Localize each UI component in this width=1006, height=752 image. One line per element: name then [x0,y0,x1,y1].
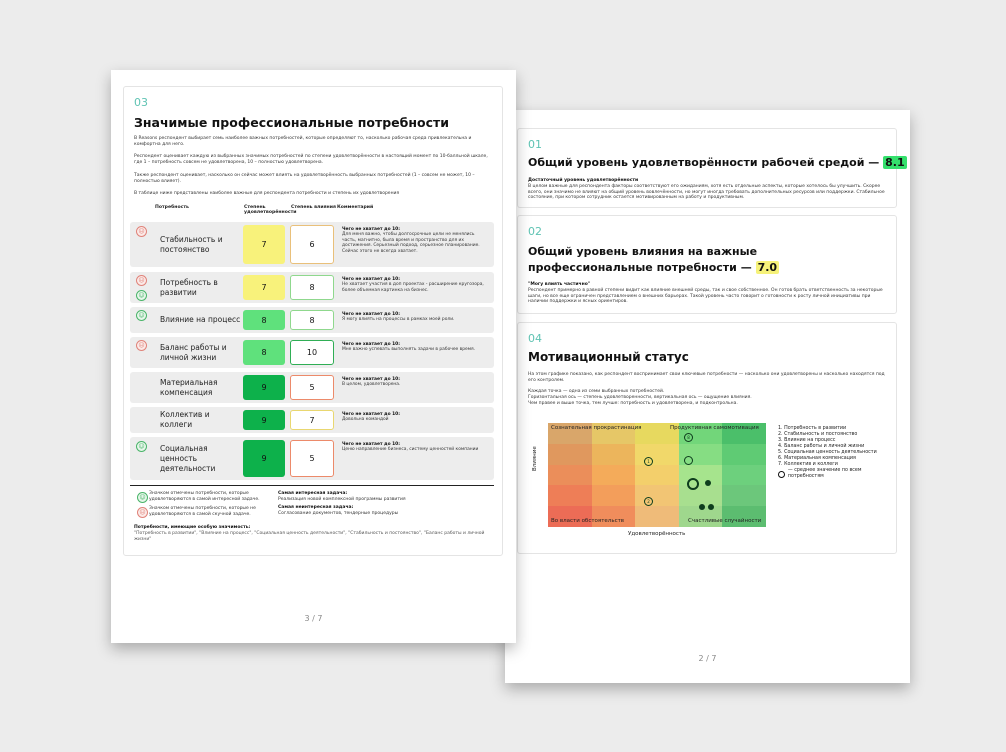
influence-score-badge: 7.0 [757,261,778,274]
comment-head: Чего не хватает до 10: [342,277,400,282]
influence-cell: 6 [290,225,334,264]
section-title: Мотивационный статус [528,350,689,364]
comment-cell [342,412,490,423]
matrix-point-cluster [684,456,693,465]
intro-text: В таблице ниже представлены наиболее важные для респондента потребности и степень их удовлетворения [134,191,400,196]
matrix-point [705,480,711,486]
comment-cell [342,227,490,254]
intro-text: Респондент оценивает каждую из выбранных значимых потребностей по степени удовлетворённости в настоящий момент по 10-балльной шкале, где 1 – потребность совсем не удовлетворена, 10 – полностью удовлетворена. [134,154,488,165]
smile-face-icon: ☺ [136,290,147,301]
comment-head: Чего не хватает до 10: [342,342,400,347]
satisfaction-cell: 9 [243,410,285,430]
satisfaction-cell: 7 [243,225,285,264]
table-row [130,372,494,403]
section-04-card [517,322,897,554]
header-comment: Комментарий [337,205,374,210]
mean-marker-icon [778,471,785,478]
section-title [528,244,848,276]
need-name: Коллектив и коллеги [160,410,210,429]
quadrant-label-bottom-right: Счастливые случайности [688,518,762,524]
comment-text: Мне важно успевать выполнять задачи в рабочее время. [342,347,476,353]
comment-head: Чего не хватает до 10: [342,312,400,317]
matrix-legend [778,426,896,480]
influence-cell: 5 [290,440,334,477]
motivation-matrix [548,423,766,527]
comment-text: В целом, удовлетворена. [342,382,401,388]
quadrant-label-bottom-left: Во власти обстоятельств [551,518,625,524]
point-label: 2 [647,499,650,504]
divider [130,485,494,486]
point-label: 1 [647,459,650,464]
y-axis-label: Влияние [532,446,538,471]
sad-face-icon: ☹ [136,275,147,286]
report-page-3 [111,70,516,643]
sad-face-icon: ☹ [136,226,147,237]
sad-face-icon: ☹ [136,340,147,351]
legend-item: 5. Социальная ценность деятельности [778,450,877,455]
section-subhead: Достаточный уровень удовлетворённости [528,178,639,183]
section-number: 03 [134,96,148,109]
satisfaction-score-badge: 8.1 [885,156,905,169]
quadrant-label-top-left: Сознательная прокрастинация [551,425,642,431]
section-title-text: Общий уровень удовлетворённости рабочей средой — [528,156,880,169]
satisfaction-cell: 9 [243,375,285,400]
section-title [528,156,907,169]
table-row [130,437,494,480]
need-name: Стабильность и постоянство [160,234,223,254]
need-name: Баланс работы и личной жизни [160,342,227,362]
influence-cell: 8 [290,275,334,300]
legend-item: 7. Коллектив и коллеги [778,462,838,467]
legend-item: 3. Влияние на процесс [778,438,836,443]
comment-cell [342,377,490,388]
special-needs-head: Потребности, имеющие особую значимость: [134,525,251,530]
influence-cell: 7 [290,410,334,430]
page-number: 3 / 7 [304,614,323,623]
influence-cell: 8 [290,310,334,330]
matrix-point [708,504,714,510]
section-02-card [517,215,897,314]
comment-text: Не хватает участия в доп проектах - расширение кругозора, более объемная картинка на бизнес. [342,282,484,293]
comment-head: Чего не хватает до 10: [342,227,400,232]
interesting-task: Реализация новой комплексной программы развития [278,497,406,502]
comment-text: Я могу влиять на процессы в рамках моей роли. [342,317,455,323]
section-number: 04 [528,332,542,345]
page-number: 2 / 7 [698,654,717,663]
matrix-point-2 [644,497,653,506]
table-row [130,337,494,368]
table-row [130,272,494,303]
section-text: Чем правее и выше точка, тем лучше: потребность и удовлетворена, и подконтрольна. [528,401,738,406]
boring-task-head: Самая неинтересная задача: [278,505,354,510]
need-name: Влияние на процесс [160,315,241,324]
smile-face-icon: ☺ [136,441,147,452]
need-name: Материальная компенсация [160,377,218,397]
table-row [130,407,494,433]
intro-text: Также респондент оценивает, насколько он сейчас может влиять на удовлетворённость выбранных потребностей (1 – совсем не может, 10 – полностью влияет). [134,173,475,184]
satisfaction-cell: 8 [243,310,285,330]
header-satisfaction: Степень удовлетворённости [244,205,297,216]
influence-cell: 10 [290,340,334,365]
legend-bad-text: Значком отмечены потребности, которые не удовлетворяются в самой скучной задаче. [149,506,256,517]
mean-point-marker [687,478,699,490]
legend-item: 6. Материальная компенсация [778,456,856,461]
comment-head: Чего не хватает до 10: [342,377,400,382]
influence-cell: 5 [290,375,334,400]
comment-cell [342,312,490,323]
point-label: 8 [687,435,690,440]
interesting-task-head: Самая интересная задача: [278,491,348,496]
section-text: В целом важные для респондента факторы соответствуют его ожиданиям, хотя есть отдельные аспекты, которые хотелось бы улучшить. Скорее всего, они значимо не влияют на общий уровень вовлечённости, но могут иногда требовать дополнительных ресурсов или поддержки. Стабильное состояние, при котором сотрудник остается мотивированным на работу и продуктивным. [528,184,885,201]
comment-head: Чего не хватает до 10: [342,412,400,417]
page-title: Значимые профессиональные потребности [134,115,450,130]
section-title-text: Общий уровень влияния на важные профессиональные потребности — [528,245,758,274]
satisfaction-cell: 8 [243,340,285,365]
legend-item-mean [778,468,896,480]
satisfaction-cell: 7 [243,275,285,300]
comment-head: Чего не хватает до 10: [342,442,400,447]
x-axis-label: Удовлетворённость [628,531,686,537]
comment-cell [342,442,490,453]
section-text: Горизонтальная ось — степень удовлетворенности, вертикальная ось — ощущение влияния. [528,395,752,400]
smile-face-icon: ☺ [137,492,148,503]
boring-task: Согласование документов, тендерные процедуры [278,511,399,516]
sad-face-icon: ☹ [137,507,148,518]
smile-face-icon: ☺ [136,310,147,321]
comment-text: Довольна командой [342,417,389,423]
section-number: 01 [528,138,542,151]
need-name: Потребность в развитии [160,277,218,297]
matrix-point-1 [644,457,653,466]
legend-item: 2. Стабильность и постоянство [778,432,858,437]
table-row [130,222,494,267]
special-needs: "Потребность в развитии", "Влияние на процесс", "Социальная ценность деятельности", "Стабильность и постоянство", "Баланс работы и личной жизни" [134,531,485,542]
comment-cell [342,342,490,353]
section-number: 02 [528,225,542,238]
comment-cell [342,277,490,293]
comment-text: Для меня важно, чтобы долгосрочные цели не менялись часть, магнитно, была время и пространство для их достижения. Серьезный подход, серьезное планирование. Сейчас этого не всегда хватает. [342,232,480,254]
satisfaction-cell: 9 [243,440,285,477]
legend-good-text: Значком отмечены потребности, которые удовлетворяются в самой интересной задаче. [149,491,260,502]
quadrant-label-top-right: Продуктивная самомотивация [670,425,759,431]
intro-text: В Reasons респондент выбирает семь наиболее важных потребностей, которые определяют то, насколько рабочая среда привлекательна и комфортна для него. [134,136,472,147]
legend-item: 4. Баланс работы и личной жизни [778,444,865,449]
legend-item: 1. Потребность в развитии [778,426,847,431]
report-page-2 [505,110,910,683]
comment-text: Ценю направление бизнеса, систему ценностей компании [342,447,479,453]
section-text: На этом графике показано, как респондент воспринимает свои ключевые потребности — насколько они удовлетворены и насколько находятся под его контролем. [528,372,885,383]
matrix-point-8 [684,433,693,442]
table-row [130,307,494,333]
legend-mean-text: — среднее значение по всем потребностям [787,468,862,479]
header-need: Потребность [155,205,189,210]
need-name: Социальная ценность деятельности [160,443,216,473]
section-text: Каждая точка — одна из семи выбранных потребностей. [528,389,665,394]
header-influence: Степень влияния [291,205,336,210]
section-subhead: "Могу влиять частично" [528,282,591,287]
matrix-point [699,504,705,510]
section-text: Респондент примерно в равной степени видит как влияние внешней среды, так и свое собственное. Он готов брать ответственность за некоторые шаги, но все еще ограничен представлением о внешних барьерах. Такой уровень часто говорит о готовности к росту личной инициативы при наличии поддержки и ясных ориентиров. [528,288,883,305]
section-01-card [517,128,905,208]
